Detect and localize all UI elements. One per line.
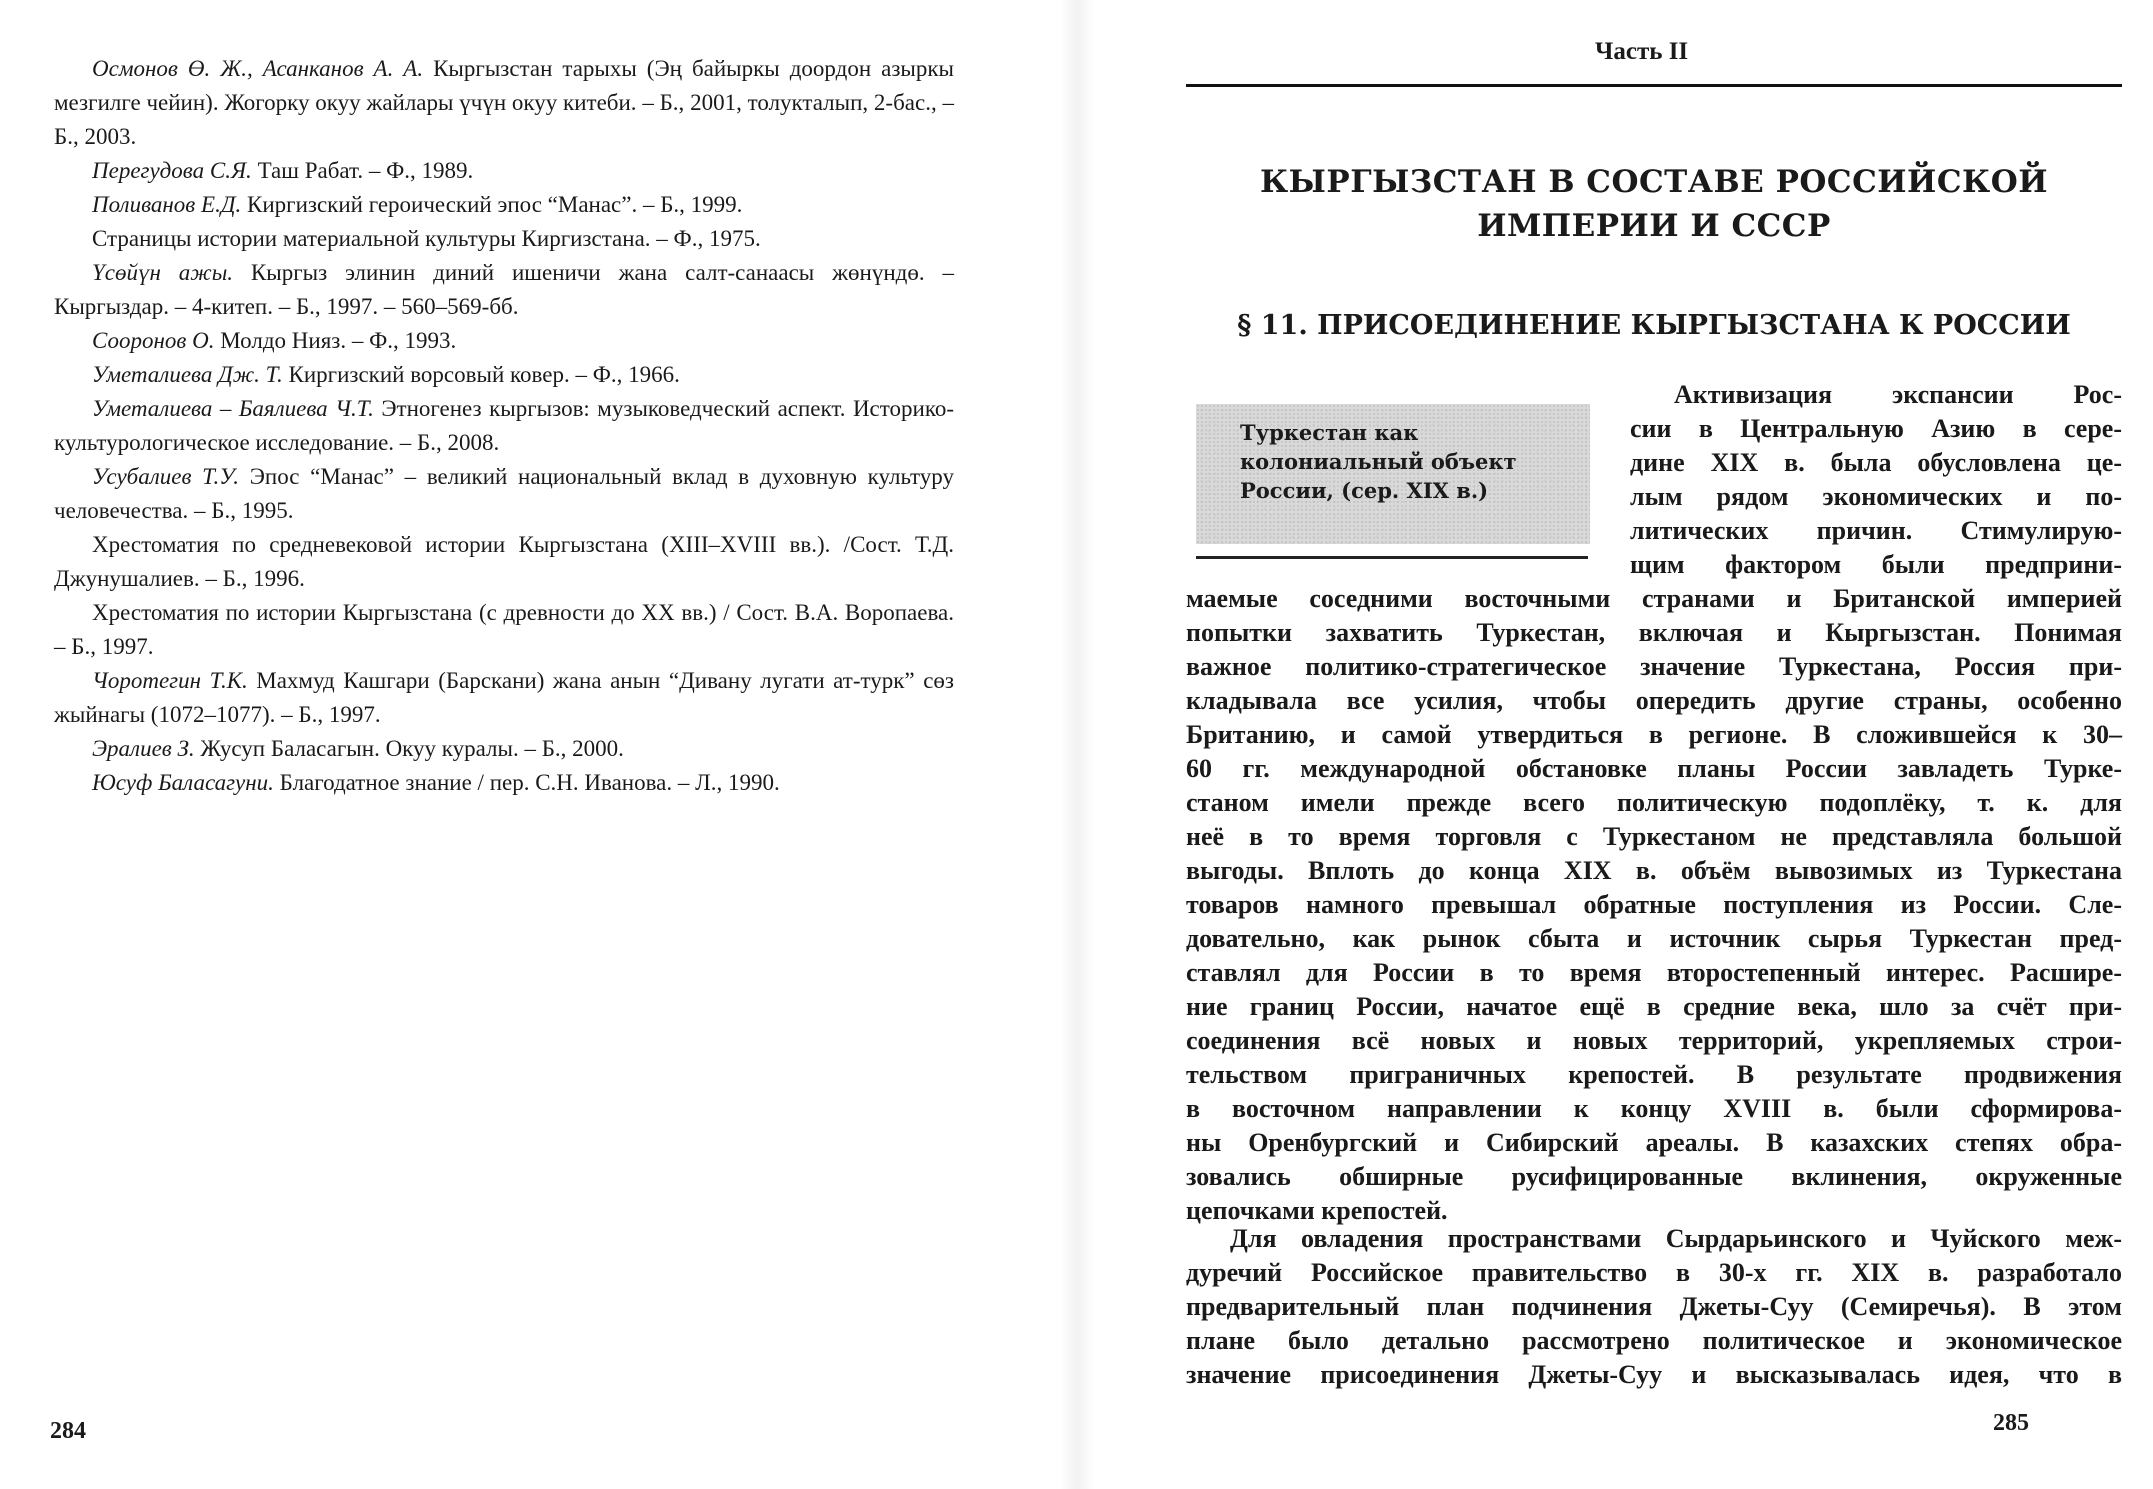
- left-page: [0, 0, 1076, 1489]
- body-text-line: кладывала все усилия, чтобы опередить другие страны, особенно: [1186, 686, 2122, 715]
- body-text-line: 60 гг. международной обстановке планы России завладеть Турке-: [1186, 754, 2122, 783]
- body-text-line: литических причин. Стимулирую-: [1630, 516, 2122, 545]
- bibliography-entry: [54, 528, 954, 596]
- page-number-left: 284: [50, 1418, 86, 1444]
- bibliography-entry: [54, 222, 954, 256]
- sidenote-text: Туркестан как колониальный объект России, (сер. XIX в.): [1240, 420, 1517, 503]
- bibliography-entry: [54, 766, 954, 800]
- bibliography-author: Уметалиева Дж. Т.: [92, 362, 283, 387]
- bibliography-text: Молдо Нияз. – Ф., 1993.: [214, 328, 457, 353]
- part-title: [1186, 160, 2122, 248]
- bibliography-author: Усубалиев Т.У.: [92, 464, 240, 489]
- body-text-line: выгоды. Вплоть до конца XIX в. объём вывозимых из Туркестана: [1186, 856, 2122, 885]
- body-text-paragraph-2: [1186, 1222, 2122, 1392]
- bibliography-entry: [54, 392, 954, 460]
- body-text-line: попытки захватить Туркестан, включая и Кыргызстан. Понимая: [1186, 618, 2122, 647]
- bibliography-text: Таш Рабат. – Ф., 1989.: [251, 158, 474, 183]
- body-text-line: предварительный план подчинения Джеты-Суу (Семиречья). В этом: [1186, 1292, 2122, 1321]
- body-text-line: значение присоединения Джеты-Суу и высказывалась идея, что в: [1186, 1360, 2122, 1389]
- bibliography-author: Перегудова С.Я.: [92, 158, 252, 183]
- bibliography-author: Поливанов Е.Д.: [92, 192, 242, 217]
- body-text-paragraph-1: [1186, 582, 2122, 1228]
- bibliography-author: Үсөйүн ажы.: [92, 260, 234, 285]
- bibliography-text: Киргизский ворсовый ковер. – Ф., 1966.: [282, 362, 680, 387]
- body-text-line: в восточном направлении к концу XVIII в. были сформирова-: [1186, 1094, 2122, 1123]
- part-title-line-2: ИМПЕРИИ И СССР: [1477, 208, 1831, 244]
- body-text-line: Для овладения пространствами Сырдарьинского и Чуйского меж-: [1230, 1224, 2122, 1253]
- bibliography-text: Эпос “Манас” – великий национальный вклад в духовную культуру человечества. – Б., 1995.: [54, 464, 954, 523]
- header-rule: [1186, 84, 2122, 87]
- bibliography-text: Жусуп Баласагын. Окуу куралы. – Б., 2000.: [194, 736, 624, 761]
- bibliography-text: Киргизский героический эпос “Манас”. – Б., 1999.: [241, 192, 743, 217]
- bibliography-author: Эралиев З.: [92, 736, 195, 761]
- bibliography-entry: [54, 324, 954, 358]
- body-text-line: цепочками крепостей.: [1186, 1196, 1448, 1225]
- bibliography-text: Махмуд Кашгари (Барскани) жана анын “Дивану лугати ат-турк” сөз жыйнагы (1072–1077). – Б., 1997.: [54, 668, 954, 727]
- bibliography-author: Юсуф Баласагуни.: [92, 770, 274, 795]
- running-head: Часть II: [1595, 38, 1689, 65]
- sidenote-rule: [1196, 556, 1588, 559]
- body-text-line: щим фактором были предприни-: [1630, 550, 2122, 579]
- bibliography-text: Этногенез кыргызов: музыковедческий аспект. Историко-культурологическое исследование. – Б., 2008.: [54, 396, 954, 455]
- bibliography-text: Кыргызстан тарыхы (Эң байыркы доордон азыркы мезгилге чейин). Жогорку окуу жайлары үчүн окуу китеби. – Б., 2001, толукталып, 2-бас., – Б., 2003.: [54, 56, 954, 149]
- body-text-line: соединения всё новых и новых территорий, укрепляемых строи-: [1186, 1026, 2122, 1055]
- body-text-line: тельством приграничных крепостей. В результате продвижения: [1186, 1060, 2122, 1089]
- bibliography-entry: [54, 256, 954, 324]
- bibliography-text: Страницы истории материальной культуры Киргизстана. – Ф., 1975.: [92, 226, 761, 251]
- bibliography-author: Чоротегин Т.К.: [92, 668, 248, 693]
- bibliography-entry: [54, 188, 954, 222]
- section-title: § 11. ПРИСОЕДИНЕНИЕ КЫРГЫЗСТАНА К РОССИИ: [1237, 310, 2071, 341]
- body-text-line: плане было детально рассмотрено политическое и экономическое: [1186, 1326, 2122, 1355]
- bibliography-entry: [54, 596, 954, 664]
- bibliography-author: Осмонов Ө. Ж., Асанканов А. А.: [92, 56, 424, 81]
- body-text-line: зовались обширные русифицированные вклинения, окруженные: [1186, 1162, 2122, 1191]
- body-text-line: лым рядом экономических и по-: [1630, 482, 2122, 511]
- bibliography-entry: [54, 358, 954, 392]
- body-text-line: Британию, и самой утвердиться в регионе. В сложившейся к 30–: [1186, 720, 2122, 749]
- body-text-line: сии в Центральную Азию в сере-: [1630, 414, 2122, 443]
- page-number-right: 285: [1993, 1410, 2029, 1436]
- bibliography-text: Хрестоматия по средневековой истории Кыргызстана (XIII–XVIII вв.). /Сост. Т.Д. Джунушалиев. – Б., 1996.: [54, 532, 954, 591]
- body-text-line: ны Оренбургский и Сибирский ареалы. В казахских степях обра-: [1186, 1128, 2122, 1157]
- body-text-line: ние границ России, начатое ещё в средние века, шло за счёт при-: [1186, 992, 2122, 1021]
- part-title-line-1: КЫРГЫЗСТАН В СОСТАВЕ РОССИЙСКОЙ: [1259, 164, 2049, 200]
- bibliography-list: [54, 52, 954, 800]
- body-text-wrapped: [1630, 378, 2122, 582]
- body-text-line: дине XIX в. была обусловлена це-: [1630, 448, 2122, 477]
- body-text-line: Активизация экспансии Рос-: [1674, 380, 2122, 409]
- bibliography-text: Кыргыз элинин диний ишеничи жана салт-санаасы жөнүндө. – Кыргыздар. – 4-китеп. – Б., 1997. – 560–569-бб.: [54, 260, 954, 319]
- bibliography-author: Уметалиева – Баялиева Ч.Т.: [92, 396, 374, 421]
- body-text-line: ставлял для России в то время второстепенный интерес. Расшире-: [1186, 958, 2122, 987]
- bibliography-entry: [54, 154, 954, 188]
- bibliography-text: Благодатное знание / пер. С.Н. Иванова. – Л., 1990.: [273, 770, 780, 795]
- bibliography-entry: [54, 460, 954, 528]
- body-text-line: довательно, как рынок сбыта и источник сырья Туркестан пред-: [1186, 924, 2122, 953]
- bibliography-author: Сооронов О.: [92, 328, 215, 353]
- bibliography-entry: [54, 664, 954, 732]
- body-text-line: неё в то время торговля с Туркестаном не представляла большой: [1186, 822, 2122, 851]
- body-text-line: товаров намного превышал обратные поступления из России. Сле-: [1186, 890, 2122, 919]
- bibliography-text: Хрестоматия по истории Кыргызстана (с древности до XX вв.) / Сост. В.А. Воропаева. – Б., 1997.: [54, 600, 954, 659]
- body-text-line: дуречий Российское правительство в 30-х гг. XIX в. разработало: [1186, 1258, 2122, 1287]
- body-text-line: важное политико-стратегическое значение Туркестана, Россия при-: [1186, 652, 2122, 681]
- bibliography-entry: [54, 52, 954, 154]
- body-text-line: маемые соседними восточными странами и Британской империей: [1186, 584, 2122, 613]
- bibliography-entry: [54, 732, 954, 766]
- body-text-line: станом имели прежде всего политическую подоплёку, т. к. для: [1186, 788, 2122, 817]
